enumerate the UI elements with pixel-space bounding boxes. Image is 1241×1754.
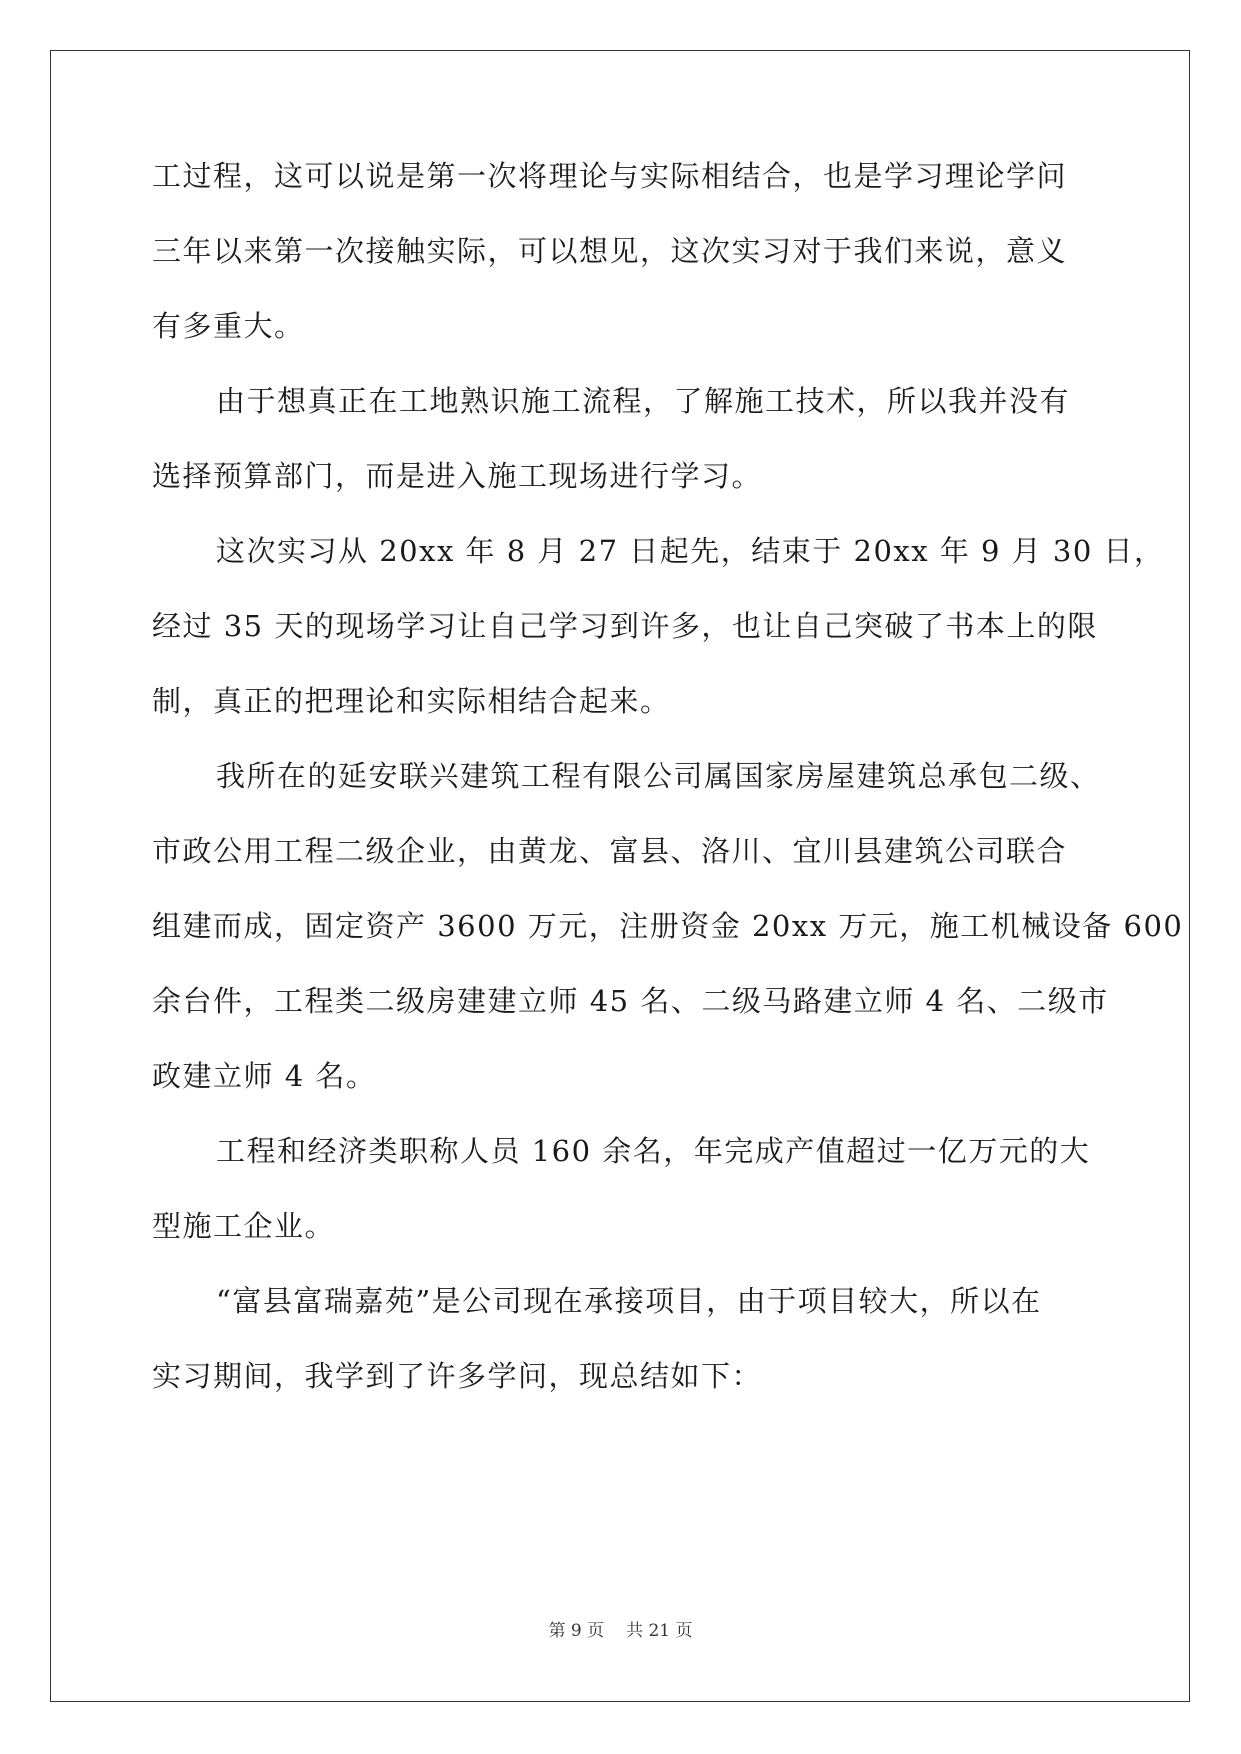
- text-line: 工过程，这可以说是第一次将理论与实际相结合，也是学习理论学问: [152, 159, 1068, 193]
- text-line: 组建而成，固定资产 3600 万元，注册资金 20xx 万元，施工机械设备 600: [152, 909, 1184, 943]
- paragraph-start-line: 由于想真正在工地熟识施工流程，了解施工技术，所以我并没有: [216, 384, 1071, 418]
- text-line: 政建立师 4 名。: [152, 1059, 377, 1093]
- paragraph-start-line: 工程和经济类职称人员 160 余名，年完成产值超过一亿万元的大: [216, 1134, 1091, 1168]
- paragraph-start-line: “富县富瑞嘉苑”是公司现在承接项目，由于项目较大，所以在: [216, 1284, 1042, 1318]
- paragraph-start-line: 这次实习从 20xx 年 8 月 27 日起先，结束于 20xx 年 9 月 30 日，: [216, 534, 1165, 568]
- paragraph-start-line: 我所在的延安联兴建筑工程有限公司属国家房屋建筑总承包二级、: [216, 759, 1101, 793]
- page-footer: [0, 1623, 1241, 1640]
- text-line: 余台件，工程类二级房建建立师 45 名、二级马路建立师 4 名、二级市: [152, 984, 1109, 1018]
- text-line: 三年以来第一次接触实际，可以想见，这次实习对于我们来说，意义: [152, 234, 1068, 268]
- text-line: 实习期间，我学到了许多学问，现总结如下：: [152, 1359, 763, 1393]
- text-line: 选择预算部门，而是进入施工现场进行学习。: [152, 459, 763, 493]
- text-line: 制，真正的把理论和实际相结合起来。: [152, 684, 671, 718]
- text-line: 市政公用工程二级企业，由黄龙、富县、洛川、宜川县建筑公司联合: [152, 834, 1068, 868]
- page-number: 第 9 页: [548, 1621, 605, 1641]
- text-line: 有多重大。: [152, 309, 305, 343]
- page-total: 共 21 页: [626, 1621, 693, 1641]
- text-line: 型施工企业。: [152, 1209, 336, 1243]
- text-line: 经过 35 天的现场学习让自己学习到许多，也让自己突破了书本上的限: [152, 609, 1098, 643]
- document-body: [152, 159, 1184, 1437]
